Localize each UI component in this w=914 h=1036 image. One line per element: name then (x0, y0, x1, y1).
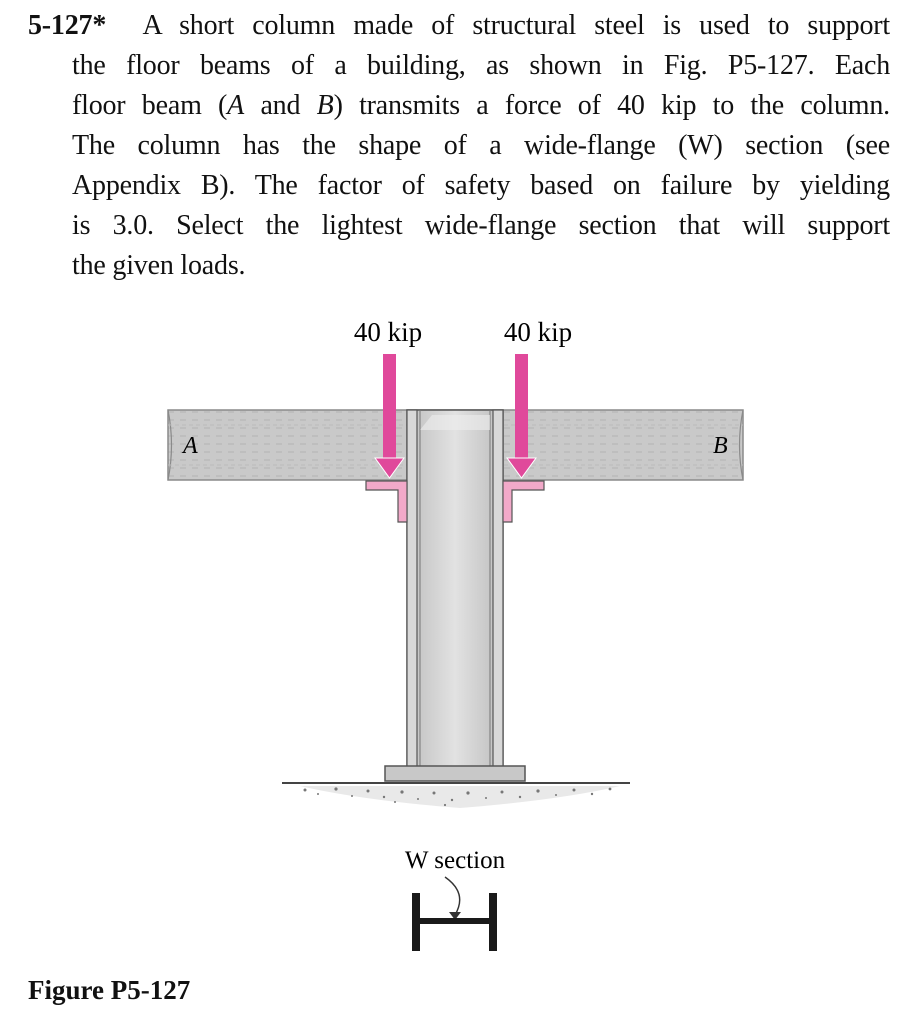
left-load-label: 40 kip (353, 317, 423, 347)
beam-a-label: A (183, 433, 198, 459)
problem-number: 5-127* (28, 10, 107, 41)
steel-column (407, 410, 503, 768)
problem-line-4: The column has the shape of a wide-flange (W) section (see (72, 130, 890, 161)
right-angle-bracket (503, 481, 544, 522)
left-angle-bracket (366, 481, 407, 522)
section-leader-line (445, 877, 460, 915)
problem-line-6: is 3.0. Select the lightest wide-flange section that will support (72, 210, 890, 241)
foundation (282, 783, 630, 808)
problem-line-5: Appendix B). The factor of safety based on failure by yielding (72, 170, 890, 201)
right-load-label: 40 kip (503, 317, 573, 347)
base-plate (385, 766, 525, 781)
problem-line-2: the floor beams of a building, as shown in Fig. P5-127. Each (72, 50, 890, 81)
w-section-icon (412, 893, 497, 951)
problem-line-1: 5-127* A short column made of structural steel is used to support (28, 10, 890, 41)
problem-line-7: the given loads. (72, 250, 246, 281)
problem-line-3: floor beam (A and B) transmits a force of 40 kip to the column. (72, 90, 890, 121)
figure-caption: Figure P5-127 (28, 975, 191, 1005)
w-section-label: W section (404, 847, 506, 874)
beam-b-label: B (713, 433, 728, 459)
